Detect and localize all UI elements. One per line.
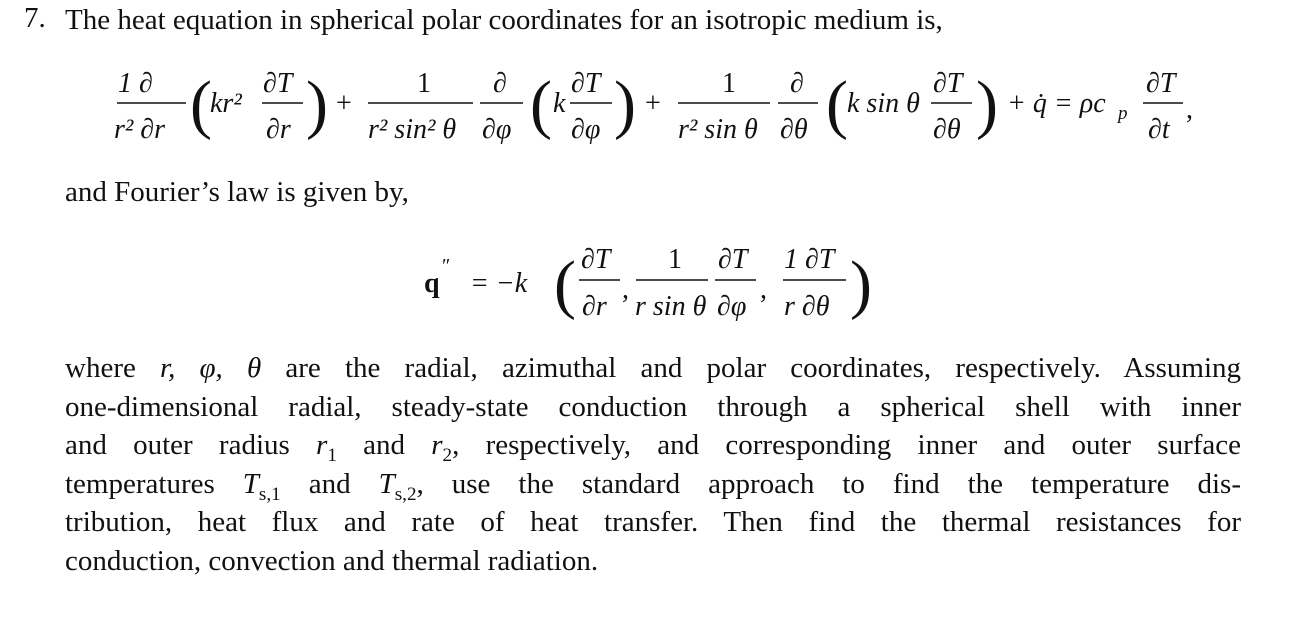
t3-lparen: ( [826, 68, 848, 141]
c2-num: 1 [668, 244, 682, 275]
t1-inner-num: ∂T [263, 68, 293, 99]
body-line [65, 503, 1241, 542]
t2-inner-num: ∂T [571, 68, 601, 99]
body-text: and [280, 467, 379, 500]
math-symbol: r [431, 429, 443, 461]
math-symbol: r, φ, θ [160, 352, 262, 384]
body-text: and [336, 429, 432, 461]
body-text: and outer radius [65, 429, 317, 461]
math-symbol: T [378, 467, 395, 500]
t3-den: r² sin θ [678, 114, 758, 145]
t2-den: r² sin² θ [368, 114, 457, 145]
c2-comma: , [760, 274, 767, 305]
t3-inner-coef: k sin θ [847, 88, 920, 119]
body-text: , use the standard approach to find the temperature dis- [416, 467, 1242, 500]
flux-double-prime: ″ [442, 255, 451, 277]
c3-den: r ∂θ [784, 291, 830, 322]
c2b-den: ∂φ [717, 291, 747, 322]
body-line [65, 465, 1241, 504]
body-line [65, 542, 1241, 581]
cp-subscript: p [1118, 103, 1128, 124]
heat-eq-comma: , [1186, 94, 1193, 125]
plus-2: + [645, 88, 661, 119]
body-text: , respectively, and corresponding inner and outer surface [452, 429, 1241, 461]
t2-inner-coef: k [553, 88, 566, 119]
plus-1: + [336, 88, 352, 119]
t3-dden: ∂θ [780, 114, 808, 145]
c2b-num: ∂T [718, 244, 748, 275]
t1-rparen: ) [306, 68, 328, 141]
body-line [65, 349, 1241, 388]
fourier-law [424, 244, 872, 322]
t2-dden: ∂φ [482, 114, 512, 145]
t1-inner-coef: kr² [210, 88, 242, 119]
body-text: conduction, convection and thermal radiation. [65, 544, 599, 577]
fourier-rparen: ) [850, 248, 872, 321]
body-text: temperatures [65, 467, 243, 500]
problem-body [65, 349, 1241, 580]
math-symbol: r [316, 429, 328, 461]
t2-inner-den: ∂φ [571, 114, 601, 145]
t2-lparen: ( [530, 68, 552, 141]
math-subscript: 1 [327, 444, 337, 466]
t3-inner-num: ∂T [933, 68, 963, 99]
t2-dnum: ∂ [493, 68, 507, 99]
heat-equation [114, 68, 1193, 145]
c1-den: ∂r [582, 291, 607, 322]
math-subscript: s,1 [258, 483, 281, 505]
rhs-num: ∂T [1146, 68, 1176, 99]
rhs-den: ∂t [1148, 114, 1170, 145]
fourier-equals: = −k [470, 268, 528, 299]
t1-lparen: ( [190, 68, 212, 141]
problem-number: 7. [24, 2, 46, 34]
t3-num: 1 [722, 68, 736, 99]
body-text: tribution, heat flux and rate of heat transfer. Then find the thermal resistances for [65, 506, 1241, 538]
c1-num: ∂T [581, 244, 611, 275]
c2-den: r sin θ [635, 291, 707, 322]
math-subscript: s,2 [394, 483, 417, 505]
t3-dnum: ∂ [790, 68, 804, 99]
c3-num: 1 ∂T [784, 244, 835, 275]
t1-num: 1 ∂ [118, 68, 153, 99]
body-text: where [65, 352, 161, 384]
body-line [65, 426, 1241, 465]
math-subscript: 2 [442, 444, 453, 466]
t3-rparen: ) [976, 68, 998, 141]
intro-text: The heat equation in spherical polar coordinates for an isotropic medium is, [65, 4, 943, 36]
t1-den: r² ∂r [114, 114, 166, 145]
body-line [65, 388, 1241, 427]
fourier-intro-text: and Fourier’s law is given by, [65, 176, 409, 208]
t2-rparen: ) [614, 68, 636, 141]
body-text: are the radial, azimuthal and polar coordinates, respectively. Assuming [261, 352, 1242, 384]
flux-vector: q [424, 268, 440, 299]
body-text: one-dimensional radial, steady-state conduction through a spherical shell with inner [65, 390, 1241, 423]
c1-comma: , [622, 274, 629, 305]
math-symbol: T [242, 467, 259, 500]
fourier-lparen: ( [554, 248, 576, 321]
t3-inner-den: ∂θ [933, 114, 961, 145]
t2-num: 1 [417, 68, 431, 99]
generation-term: + q̇ = ρc [1007, 88, 1106, 119]
t1-inner-den: ∂r [266, 114, 291, 145]
